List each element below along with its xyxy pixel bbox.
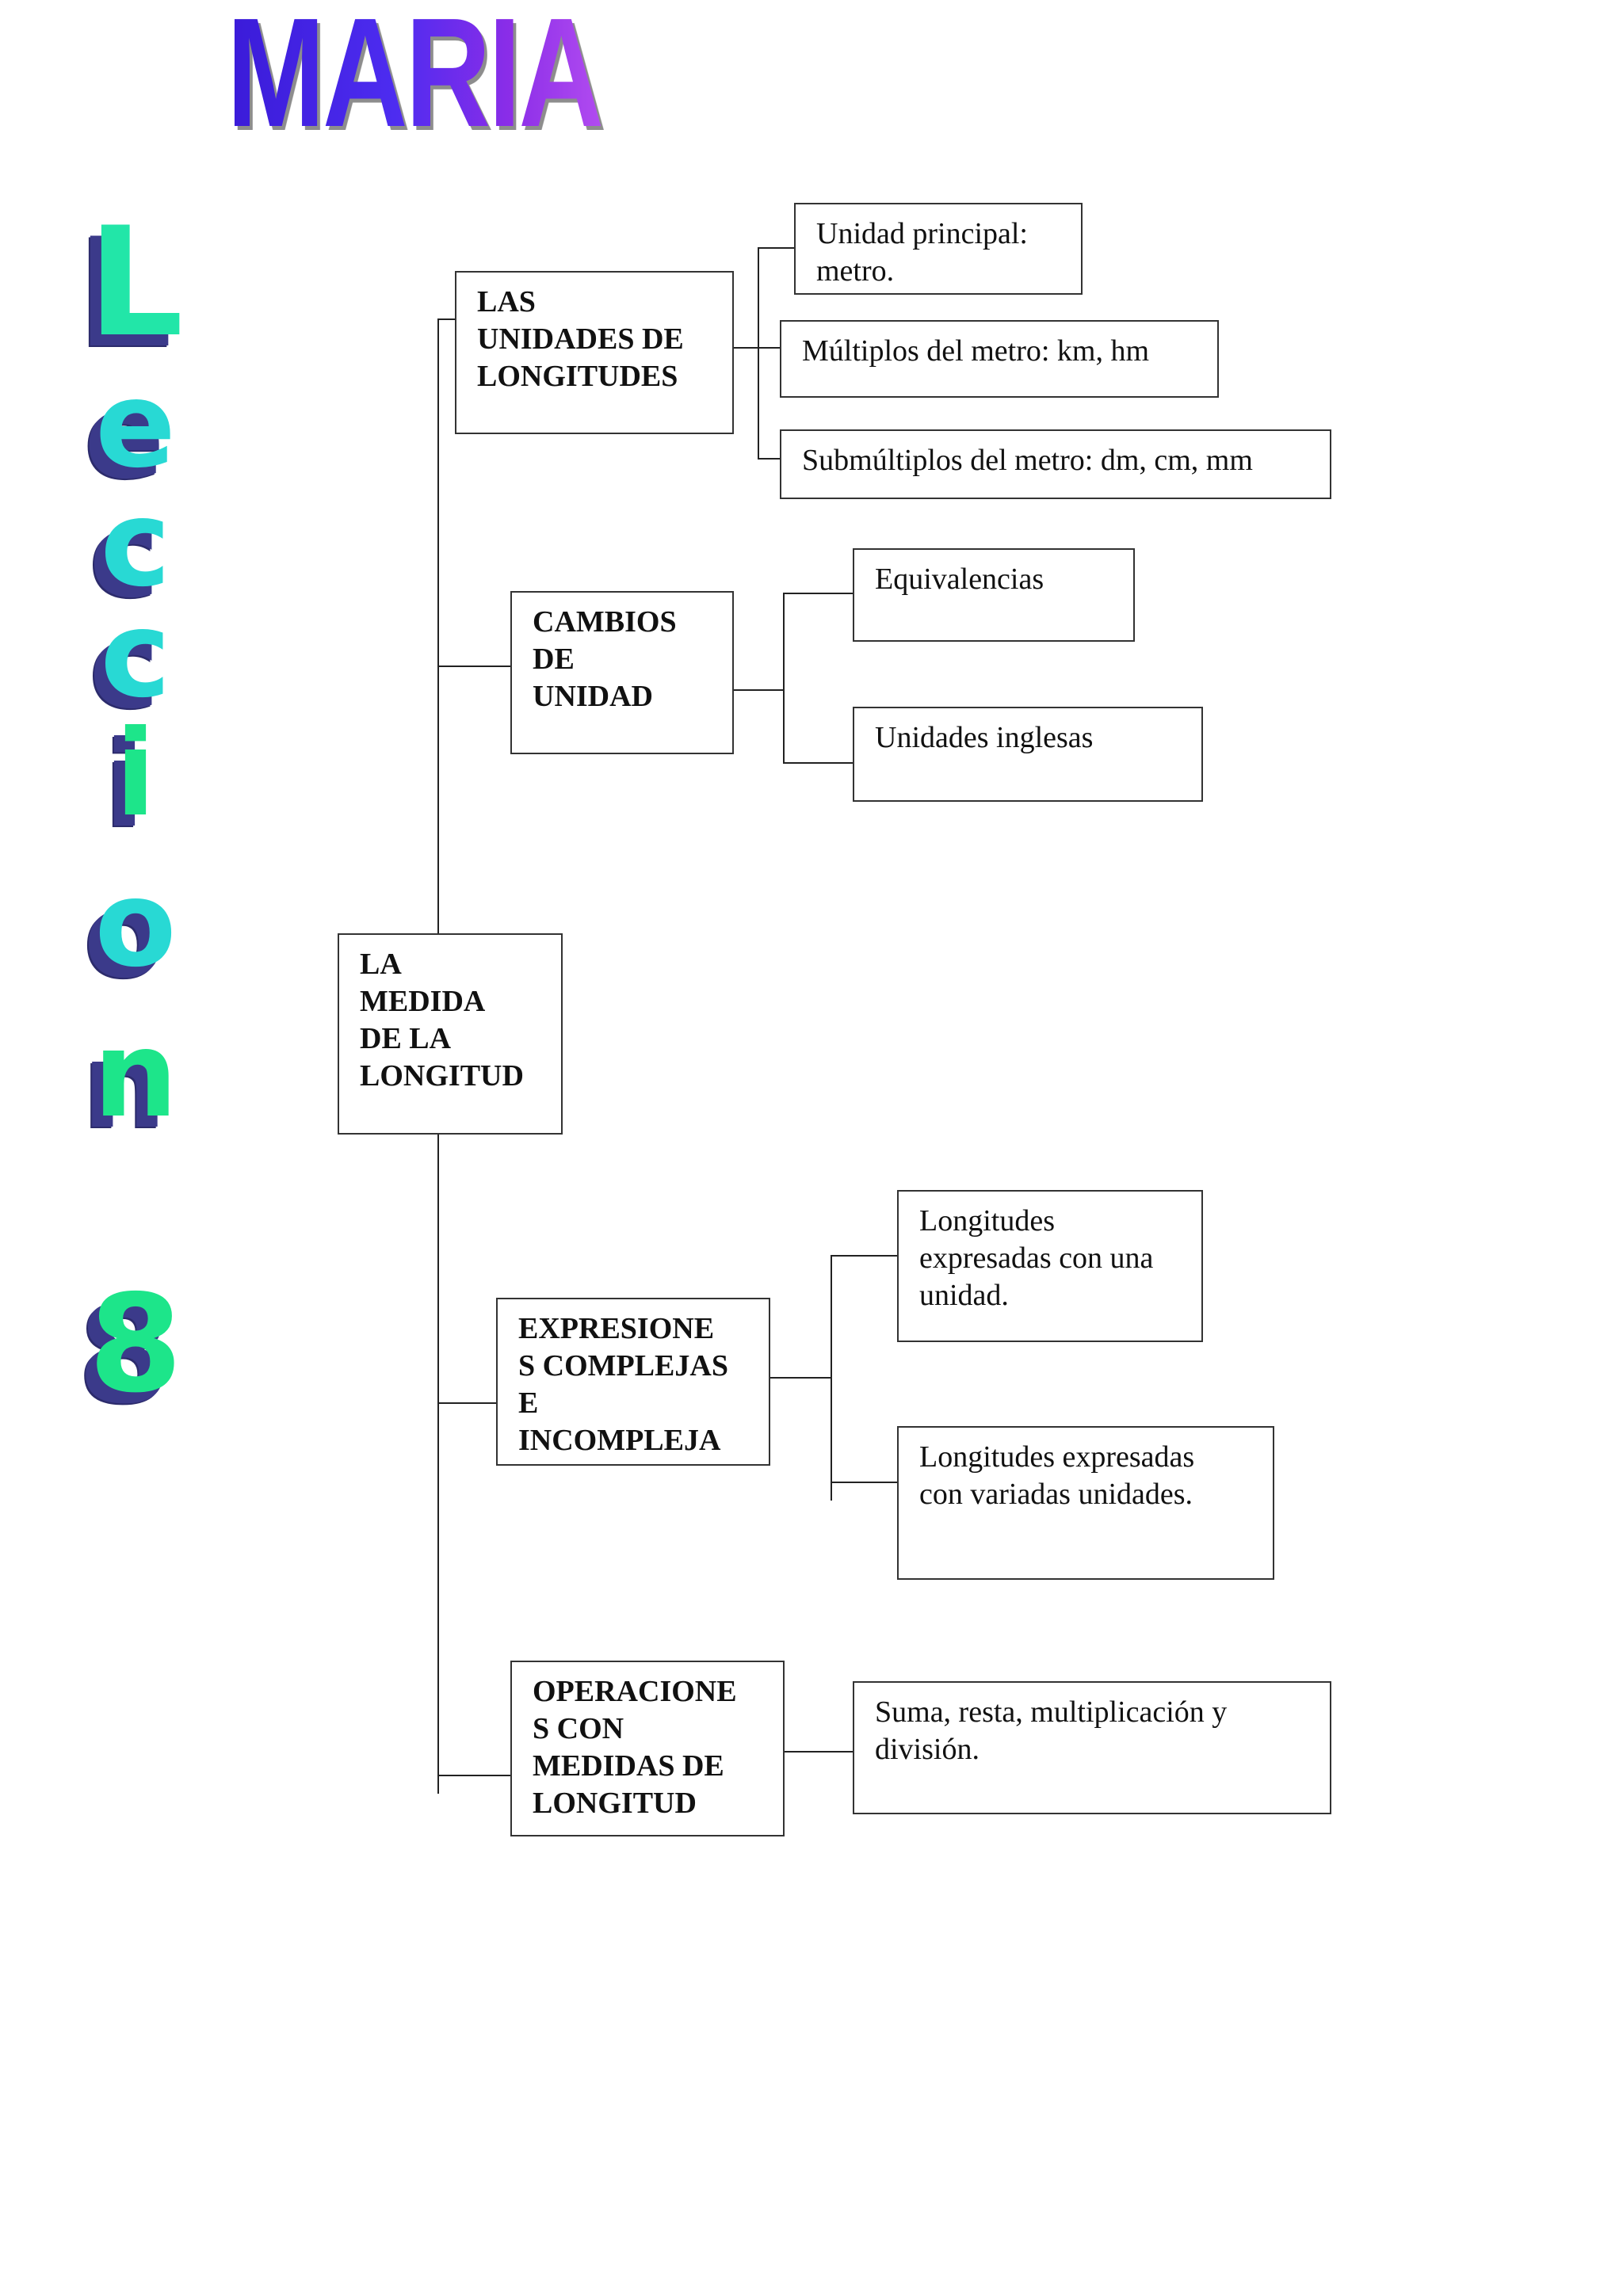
connector-b3-c1 xyxy=(831,1255,899,1257)
lesson-letter-n: n xyxy=(93,1006,178,1144)
leaf-node-submultiplos: Submúltiplos del metro: dm, cm, mm xyxy=(780,429,1331,499)
branch-node-operaciones: OPERACIONE S CON MEDIDAS DE LONGITUD xyxy=(510,1661,785,1836)
lesson-letter-l: L xyxy=(87,195,184,370)
connector-b4-c1 xyxy=(783,1751,854,1753)
lesson-letter-c1: c xyxy=(100,475,171,613)
connector-branch3 xyxy=(437,1402,496,1404)
lesson-letter-e: e xyxy=(95,357,176,494)
connector-b1-c2 xyxy=(758,347,781,349)
bracket-b3 xyxy=(831,1255,832,1501)
connector-branch4 xyxy=(437,1775,510,1776)
lesson-letter-c2: c xyxy=(100,586,171,724)
leaf-node-operaciones: Suma, resta, multiplicación y división. xyxy=(853,1681,1331,1814)
connector-b2-c1 xyxy=(783,593,854,594)
name-title: MARIA xyxy=(227,0,601,151)
lesson-letter-i: i xyxy=(115,705,156,843)
leaf-node-multiplos: Múltiplos del metro: km, hm xyxy=(780,320,1219,398)
leaf-node-unidad-principal: Unidad principal: metro. xyxy=(794,203,1083,295)
connector-branch2 xyxy=(437,666,510,667)
connector-branch1 xyxy=(437,318,455,320)
leaf-node-unidades-inglesas: Unidades inglesas xyxy=(853,707,1203,802)
branch-node-cambios: CAMBIOS DE UNIDAD xyxy=(510,591,734,754)
connector-b3-out xyxy=(761,1377,831,1379)
lesson-number: 8 xyxy=(88,1266,183,1423)
branch-node-unidades: LAS UNIDADES DE LONGITUDES xyxy=(455,271,734,434)
connector-b1-c1 xyxy=(758,247,796,249)
branch-node-expresiones: EXPRESIONE S COMPLEJAS E INCOMPLEJA xyxy=(496,1298,770,1466)
leaf-node-longitudes-variadas: Longitudes expresadas con variadas unidades. xyxy=(897,1426,1274,1580)
leaf-node-longitudes-una-unidad: Longitudes expresadas con una unidad. xyxy=(897,1190,1203,1342)
bracket-b2 xyxy=(783,593,785,764)
bracket-b1 xyxy=(758,247,759,460)
connector-b2-out xyxy=(734,689,783,691)
connector-b1-out xyxy=(734,347,758,349)
connector-b1-c3 xyxy=(758,458,781,460)
lesson-letter-o: o xyxy=(94,856,177,994)
connector-b3-c2 xyxy=(831,1482,899,1483)
root-node: LA MEDIDA DE LA LONGITUD xyxy=(338,933,563,1135)
connector-b2-c2 xyxy=(783,762,854,764)
leaf-node-equivalencias: Equivalencias xyxy=(853,548,1135,642)
